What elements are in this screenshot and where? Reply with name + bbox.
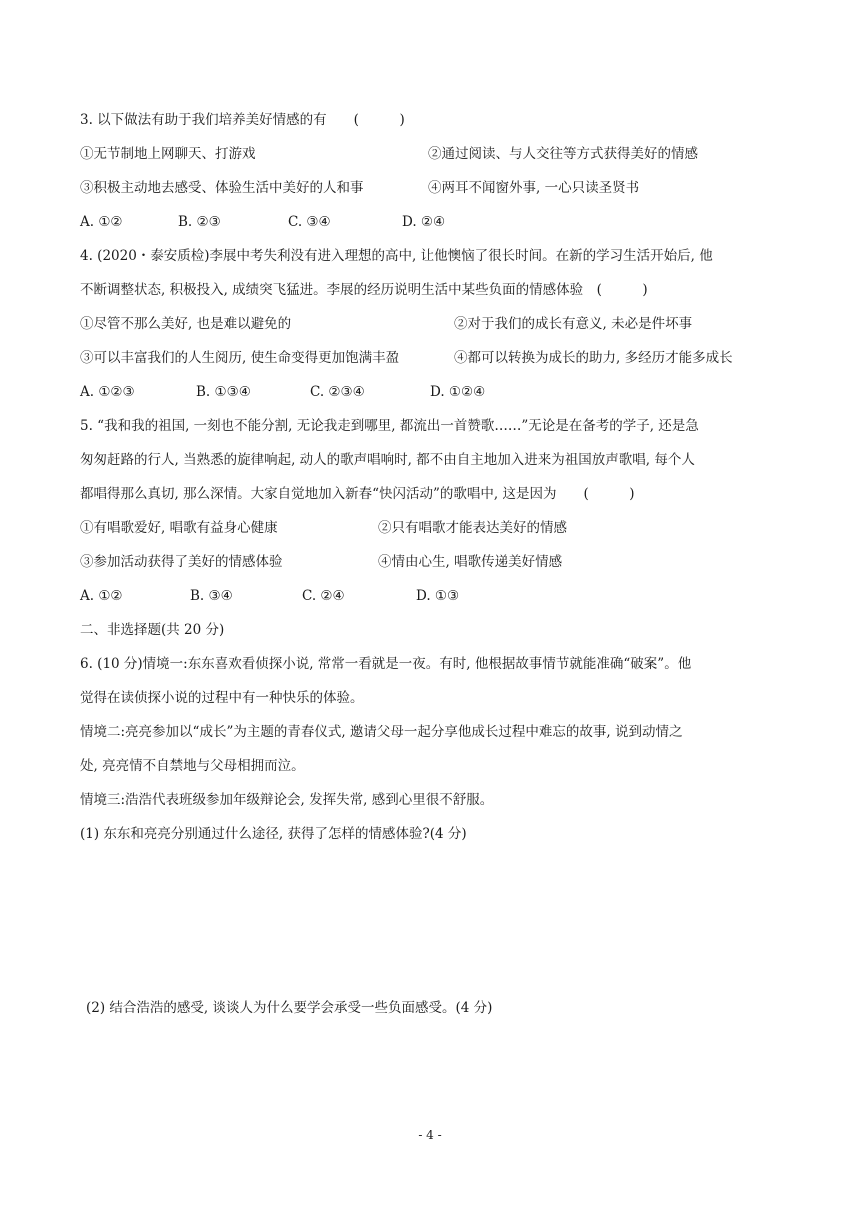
q5-option-c[interactable]: C. ②④ (302, 588, 345, 604)
q6-scenario-3: 情境三:浩浩代表班级参加年级辩论会, 发挥失常, 感到心里很不舒服。 (80, 792, 494, 808)
q5-option-b[interactable]: B. ③④ (190, 588, 233, 604)
q5-item-4: ④情由心生, 唱歌传递美好情感 (378, 554, 563, 570)
q3-option-d[interactable]: D. ②④ (402, 214, 446, 230)
q3-item-1: ①无节制地上网聊天、打游戏 (80, 146, 256, 162)
q5-item-1: ①有唱歌爱好, 唱歌有益身心健康 (80, 520, 278, 536)
q3-option-b[interactable]: B. ②③ (178, 214, 221, 230)
q4-item-1: ①尽管不那么美好, 也是难以避免的 (80, 316, 292, 332)
q5-item-3: ③参加活动获得了美好的情感体验 (80, 554, 283, 570)
q4-item-4: ④都可以转换为成长的助力, 多经历才能多成长 (454, 350, 733, 366)
q6-scenario-1-line-1: 6. (10 分)情境一:东东喜欢看侦探小说, 常常一看就是一夜。有时, 他根据故事情节就能准确“破案”。他 (80, 656, 692, 672)
q3-option-a[interactable]: A. ①② (80, 214, 123, 230)
q4-option-b[interactable]: B. ①③④ (196, 384, 251, 400)
q5-options (80, 586, 459, 606)
q6-scenario-2-line-2: 处, 亮亮情不自禁地与父母相拥而泣。 (80, 758, 305, 774)
q3-stem: 3. 以下做法有助于我们培养美好情感的有 ( ) (80, 112, 405, 128)
q6-subquestion-1: (1) 东东和亮亮分别通过什么途径, 获得了怎样的情感体验?(4 分) (80, 826, 467, 842)
q4-option-a[interactable]: A. ①②③ (80, 384, 135, 400)
page-number: - 4 - (418, 1128, 442, 1142)
q6-scenario-2-line-1: 情境二:亮亮参加以“成长”为主题的青春仪式, 邀请父母一起分享他成长过程中难忘的故事, 说到动情之 (80, 724, 683, 740)
q5-stem-line-3: 都唱得那么真切, 那么深情。大家自觉地加入新春“快闪活动”的歌唱中, 这是因为 ( ) (80, 486, 635, 502)
q6-subquestion-2: (2) 结合浩浩的感受, 谈谈人为什么要学会承受一些负面感受。(4 分) (86, 1000, 493, 1016)
q5-stem-line-1: 5. “我和我的祖国, 一刻也不能分割, 无论我走到哪里, 都流出一首赞歌……”无论是在备考的学子, 还是急 (80, 418, 699, 434)
section-heading: 二、非选择题(共 20 分) (80, 622, 225, 638)
q4-item-2: ②对于我们的成长有意义, 未必是件坏事 (454, 316, 693, 332)
q5-option-d[interactable]: D. ①③ (416, 588, 460, 604)
q3-item-2: ②通过阅读、与人交往等方式获得美好的情感 (428, 146, 698, 162)
q5-option-a[interactable]: A. ①② (80, 588, 123, 604)
q3-item-3: ③积极主动地去感受、体验生活中美好的人和事 (80, 180, 364, 196)
q4-stem-line-1: 4. (2020・泰安质检)李展中考失利没有进入理想的高中, 让他懊恼了很长时间。在新的学习生活开始后, 他 (80, 248, 713, 264)
q4-option-d[interactable]: D. ①②④ (430, 384, 486, 400)
q4-item-3: ③可以丰富我们的人生阅历, 使生命变得更加饱满丰盈 (80, 350, 400, 366)
q5-item-2: ②只有唱歌才能表达美好的情感 (378, 520, 567, 536)
q5-stem-line-2: 匆匆赶路的行人, 当熟悉的旋律响起, 动人的歌声唱响时, 都不由自主地加入进来为祖国放声歌唱, 每个人 (80, 452, 695, 468)
q3-option-c[interactable]: C. ③④ (288, 214, 331, 230)
q6-scenario-1-line-2: 觉得在读侦探小说的过程中有一种快乐的体验。 (80, 690, 364, 706)
q4-options (80, 382, 485, 402)
q3-item-4: ④两耳不闻窗外事, 一心只读圣贤书 (428, 180, 640, 196)
q4-option-c[interactable]: C. ②③④ (310, 384, 365, 400)
q4-stem-line-2: 不断调整状态, 积极投入, 成绩突飞猛进。李展的经历说明生活中某些负面的情感体验 ( ) (80, 282, 648, 298)
q3-options (80, 212, 445, 232)
